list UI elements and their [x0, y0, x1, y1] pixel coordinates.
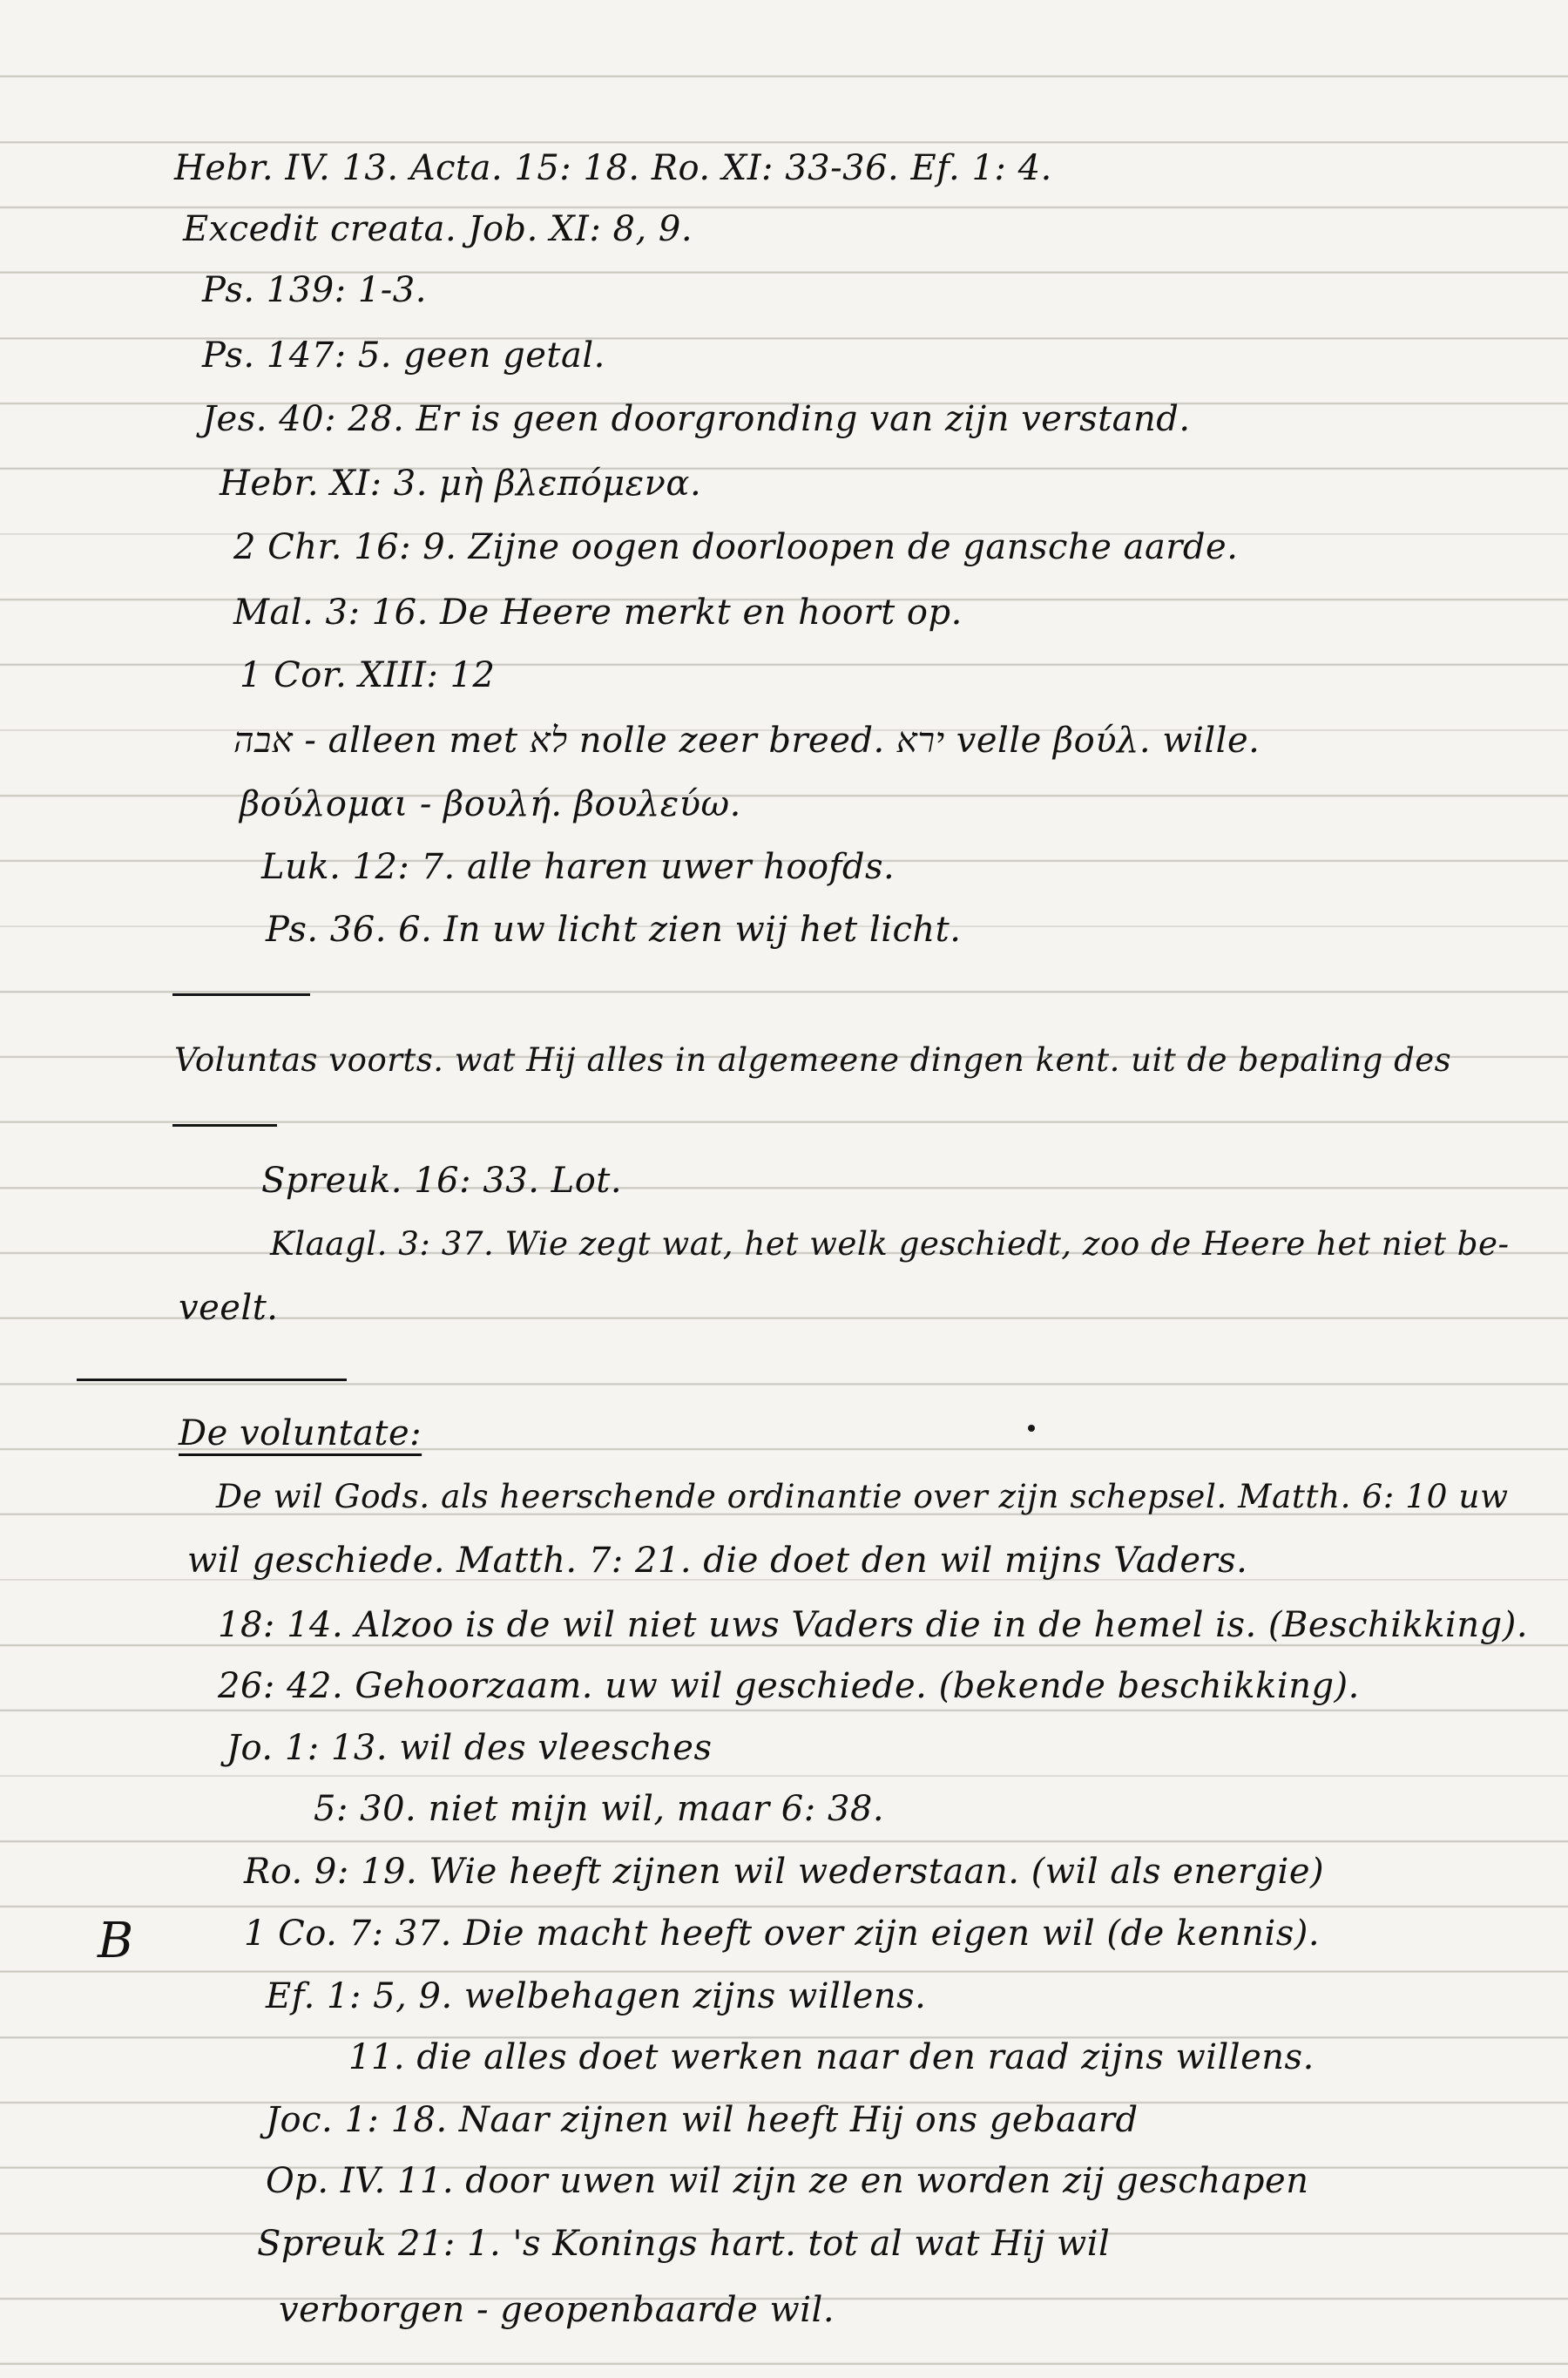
- note-line-17: veelt.: [179, 1288, 279, 1328]
- note-line-15: Spreuk. 16: 33. Lot.: [261, 1161, 623, 1201]
- note-line-30: Op. IV. 11. door uwen wil zijn ze en worden zij geschapen: [266, 2161, 1309, 2201]
- note-line-25: Ro. 9: 19. Wie heeft zijnen wil wederstaan. (wil als energie): [244, 1852, 1325, 1892]
- note-line-24: 5: 30. niet mijn wil, maar 6: 38.: [314, 1789, 885, 1829]
- separator-rule-2: [172, 1124, 277, 1127]
- note-line-31: Spreuk 21: 1. 's Konings hart. tot al wat Hij wil: [257, 2224, 1111, 2264]
- margin-mark: B: [98, 1913, 134, 1969]
- note-line-3: Ps. 139: 1-3.: [202, 270, 427, 310]
- note-line-4: Ps. 147: 5. geen getal.: [202, 335, 605, 376]
- note-line-9: 1 Cor. XIII: 12: [240, 655, 496, 695]
- note-line-32: verborgen - geopenbaarde wil.: [279, 2290, 835, 2330]
- note-line-1: Hebr. IV. 13. Acta. 15: 18. Ro. XI: 33-36. Ef. 1: 4.: [174, 148, 1052, 188]
- note-line-14: Voluntas voorts. wat Hij alles in algemeene dingen kent. uit de bepaling des: [174, 1041, 1452, 1079]
- note-line-10: אבה - alleen met לא nolle zeer breed. ירא velle βούλ. wille.: [233, 721, 1260, 761]
- note-line-27: Ef. 1: 5, 9. welbehagen zijns willens.: [266, 1976, 927, 2016]
- note-line-16: Klaagl. 3: 37. Wie zegt wat, het welk geschiedt, zoo de Heere het niet be-: [270, 1224, 1510, 1263]
- note-line-13: Ps. 36. 6. In uw licht zien wij het licht.: [266, 910, 962, 950]
- note-line-19: De wil Gods. als heerschende ordinantie over zijn schepsel. Matth. 6: 10 uw: [216, 1477, 1509, 1515]
- separator-rule-1: [172, 993, 310, 996]
- note-line-23: Jo. 1: 13. wil des vleesches: [226, 1728, 713, 1768]
- note-line-26: 1 Co. 7: 37. Die macht heeft over zijn eigen wil (de kennis).: [244, 1914, 1321, 1954]
- note-line-28: 11. die alles doet werken naar den raad zijns willens.: [348, 2037, 1315, 2077]
- note-line-6: Hebr. XI: 3. μὴ βλεπόμενα.: [220, 464, 702, 504]
- note-line-20: wil geschiede. Matth. 7: 21. die doet den wil mijns Vaders.: [187, 1541, 1248, 1581]
- note-line-29: Joc. 1: 18. Naar zijnen wil heeft Hij ons gebaard: [266, 2100, 1139, 2140]
- note-line-12: Luk. 12: 7. alle haren uwer hoofds.: [261, 847, 896, 887]
- note-line-8: Mal. 3: 16. De Heere merkt en hoort op.: [233, 593, 963, 633]
- separator-rule-3: [77, 1379, 347, 1381]
- note-line-21: 18: 14. Alzoo is de wil niet uws Vaders die in de hemel is. (Beschikking).: [218, 1605, 1529, 1645]
- section-heading: De voluntate:: [179, 1413, 422, 1453]
- note-line-5: Jes. 40: 28. Er is geen doorgronding van zijn verstand.: [202, 399, 1191, 439]
- note-line-2: Excedit creata. Job. XI: 8, 9.: [183, 209, 693, 249]
- note-line-11: βούλομαι - βουλή. βουλεύω.: [240, 784, 741, 824]
- note-line-22: 26: 42. Gehoorzaam. uw wil geschiede. (bekende beschikking).: [218, 1666, 1360, 1706]
- note-line-7: 2 Chr. 16: 9. Zijne oogen doorloopen de gansche aarde.: [233, 527, 1239, 567]
- ink-dot: [1028, 1425, 1035, 1432]
